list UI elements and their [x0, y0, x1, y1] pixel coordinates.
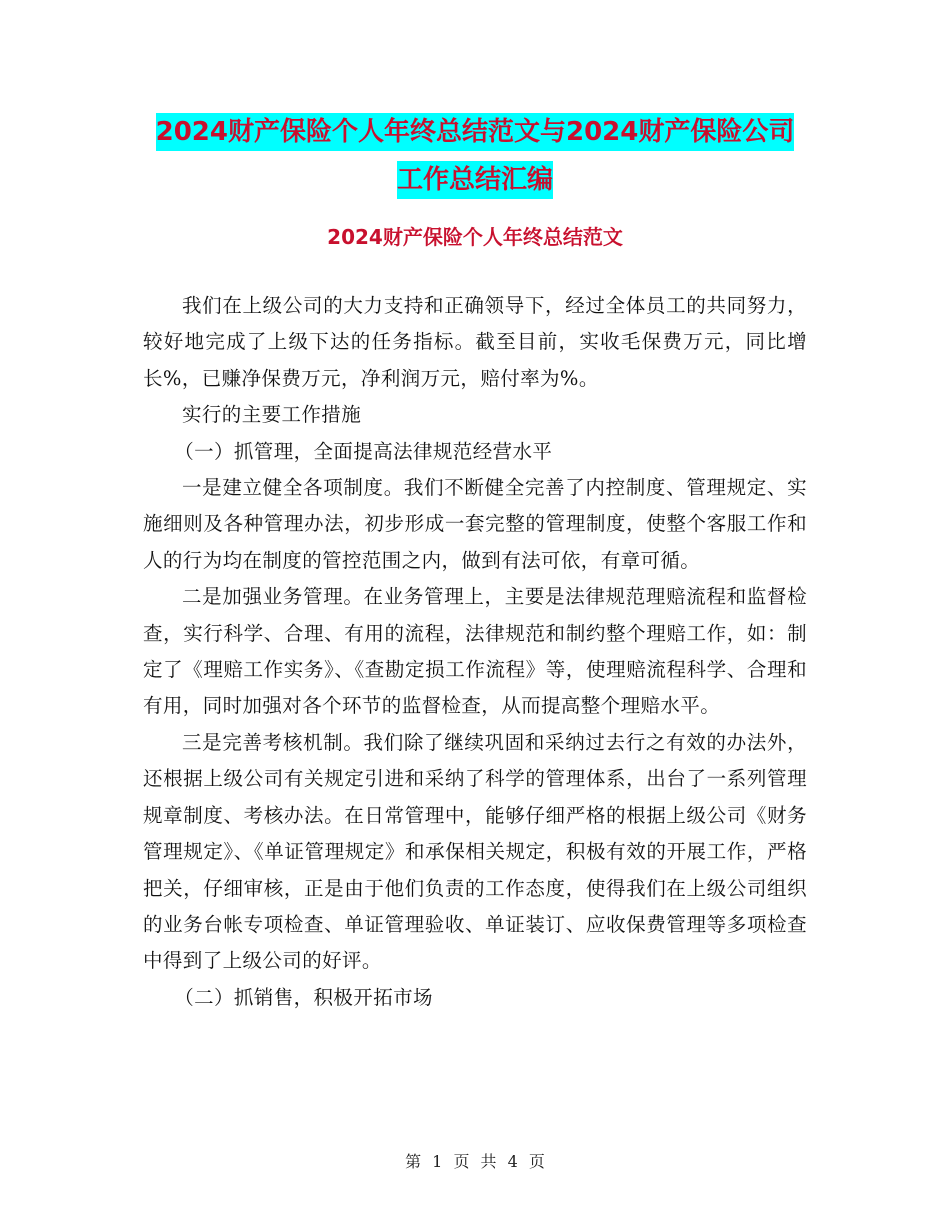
paragraph-business-management: 二是加强业务管理。在业务管理上，主要是法律规范理赔流程和监督检查，实行科学、合理、有用的流程，法律规范和制约整个理赔工作，如：制定了《理赔工作实务》、《查勘定损工作流程》等，使理赔流程科学、合理和有用，同时加强对各个环节的监督检查，从而提高整个理赔水平。: [143, 585, 807, 718]
subheading-sales: （二）抓销售，积极开拓市场: [174, 985, 433, 1009]
page-footer: 第 1 页 共 4 页: [405, 1152, 545, 1171]
paragraph-intro: 我们在上级公司的大力支持和正确领导下，经过全体员工的共同努力，较好地完成了上级下达的任务指标。截至目前，实收毛保费万元，同比增长%，已赚净保费万元，净利润万元，赔付率为%。: [143, 294, 807, 390]
document-title: [140, 108, 810, 204]
paragraph-measures-heading: 实行的主要工作措施: [182, 403, 362, 427]
subheading-management: （一）抓管理，全面提高法律规范经营水平: [174, 439, 553, 463]
document-title-line-1: 2024财产保险个人年终总结范文与2024财产保险公司: [156, 113, 795, 151]
document-body: [143, 288, 807, 1016]
paragraph-assessment: 三是完善考核机制。我们除了继续巩固和采纳过去行之有效的办法外，还根据上级公司有关规定引进和采纳了科学的管理体系，出台了一系列管理规章制度、考核办法。在日常管理中，能够仔细严格的根据上级公司《财务管理规定》、《单证管理规定》和承保相关规定，积极有效的开展工作，严格把关，仔细审核，正是由于他们负责的工作态度，使得我们在上级公司组织的业务台帐专项检查、单证管理验收、单证装订、应收保费管理等多项检查中得到了上级公司的好评。: [143, 730, 807, 973]
section-title: 2024财产保险个人年终总结范文: [327, 225, 623, 249]
paragraph-systems: 一是建立健全各项制度。我们不断健全完善了内控制度、管理规定、实施细则及各种管理办法，初步形成一套完整的管理制度，使整个客服工作和人的行为均在制度的管控范围之内，做到有法可依，有章可循。: [143, 476, 807, 572]
document-title-line-2: 工作总结汇编: [397, 161, 553, 199]
